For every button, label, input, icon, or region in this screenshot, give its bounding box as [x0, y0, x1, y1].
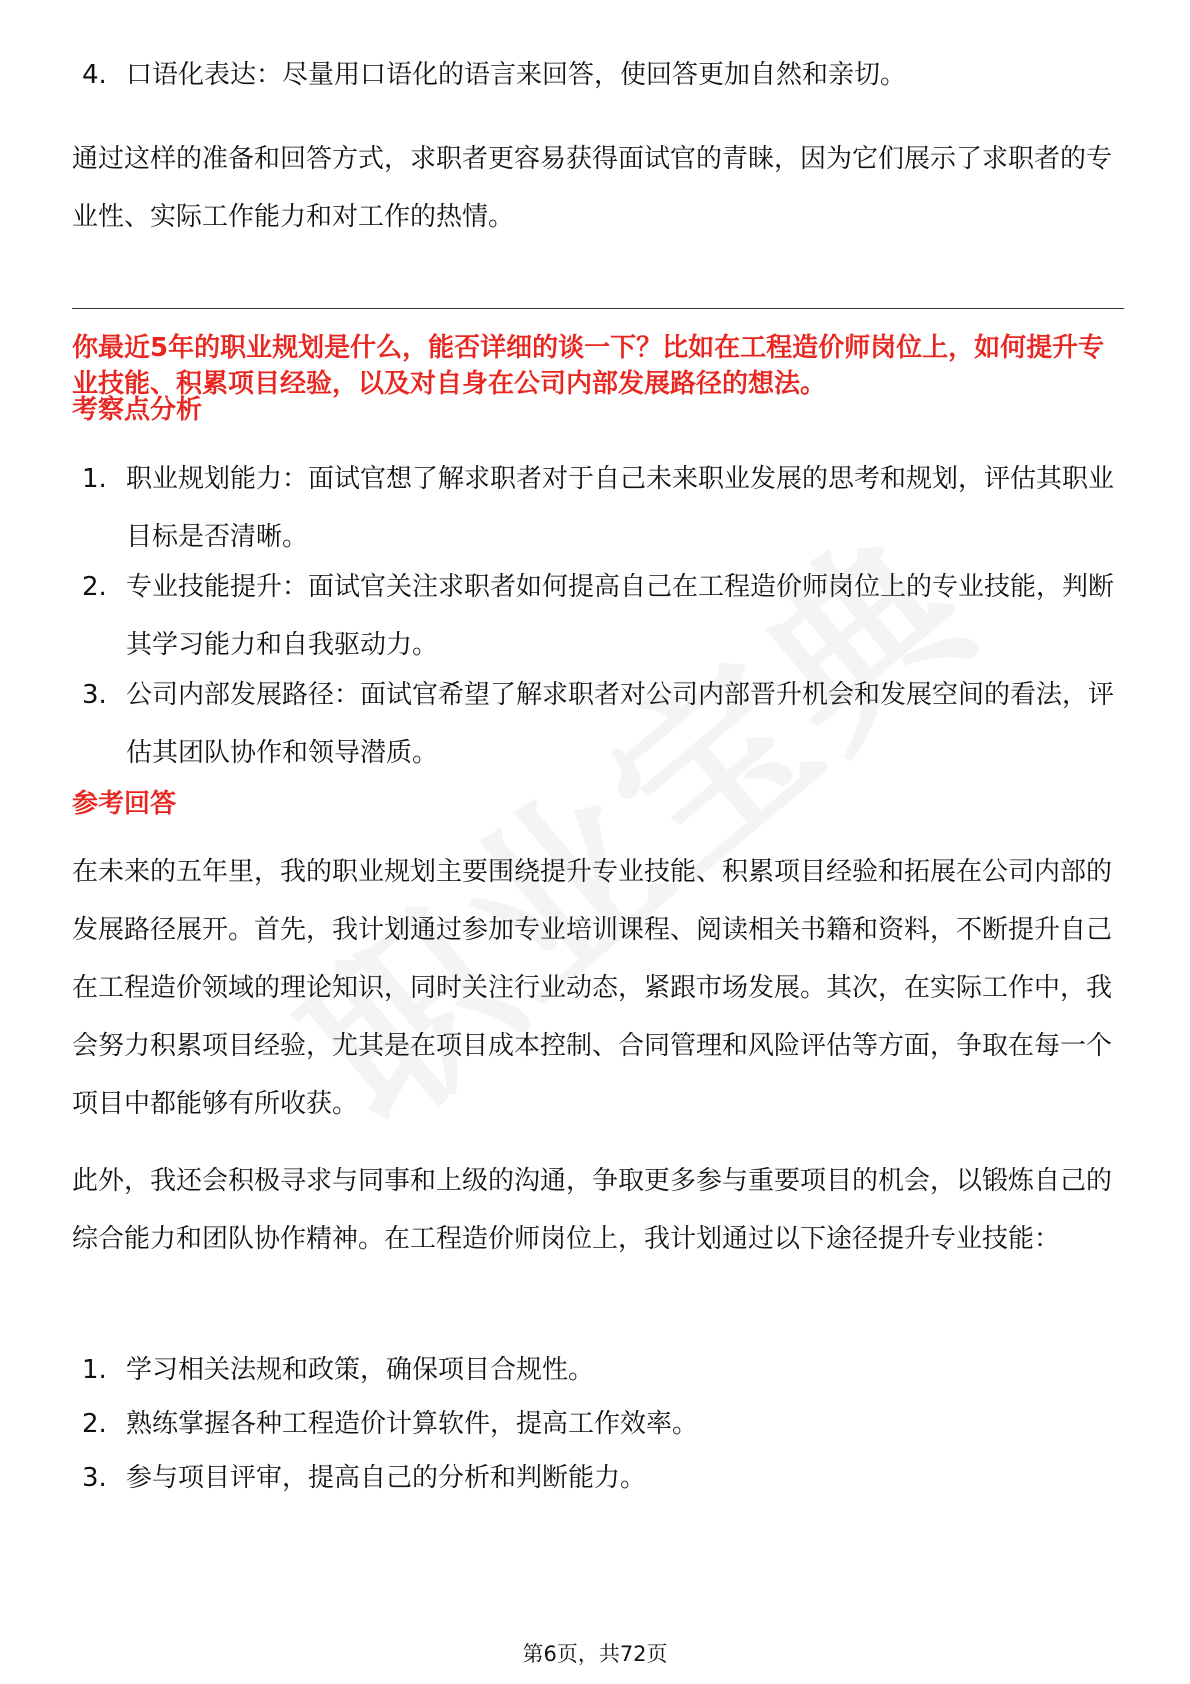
analysis-heading: 考察点分析: [72, 395, 203, 425]
answer-paragraph: 在未来的五年里，我的职业规划主要围绕提升专业技能、积累项目经验和拓展在公司内部的发展路径展开。首先，我计划通过参加专业培训课程、阅读相关书籍和资料，不断提升自己在工程造价领域的理论知识，同时关注行业动态，紧跟市场发展。其次，在实际工作中，我会努力积累项目经验，尤其是在项目成本控制、合同管理和风险评估等方面，争取在每一个项目中都能够有所收获。: [72, 857, 1113, 1119]
page-footer: 第6页，共72页: [522, 1642, 668, 1666]
list-number: 3.: [82, 1463, 107, 1493]
section-divider: [72, 308, 1124, 309]
answer-paragraph: 此外，我还会积极寻求与同事和上级的沟通，争取更多参与重要项目的机会，以锻炼自己的综合能力和团队协作精神。在工程造价师岗位上，我计划通过以下途径提升专业技能：: [72, 1166, 1113, 1254]
document-page: [72, 0, 1124, 1684]
list-number: 4.: [82, 60, 107, 90]
list-text: 熟练掌握各种工程造价计算软件，提高工作效率。: [126, 1409, 699, 1439]
interview-question: 你最近5年的职业规划是什么，能否详细的谈一下？比如在工程造价师岗位上，如何提升专业技能、积累项目经验，以及对自身在公司内部发展路径的想法。: [72, 333, 1105, 399]
list-text: 公司内部发展路径：面试官希望了解求职者对公司内部晋升机会和发展空间的看法，评估其团队协作和领导潜质。: [126, 680, 1115, 768]
list-number: 1.: [82, 1355, 107, 1385]
list-text: 专业技能提升：面试官关注求职者如何提高自己在工程造价师岗位上的专业技能，判断其学习能力和自我驱动力。: [126, 572, 1115, 660]
list-text: 学习相关法规和政策，确保项目合规性。: [126, 1355, 595, 1385]
list-number: 3.: [82, 680, 107, 710]
list-text: 口语化表达：尽量用口语化的语言来回答，使回答更加自然和亲切。: [126, 60, 907, 90]
list-text: 职业规划能力：面试官想了解求职者对于自己未来职业发展的思考和规划，评估其职业目标是否清晰。: [126, 464, 1115, 552]
list-number: 2.: [82, 1409, 107, 1439]
list-number: 2.: [82, 572, 107, 602]
list-number: 1.: [82, 464, 107, 494]
intro-paragraph: 通过这样的准备和回答方式，求职者更容易获得面试官的青睐，因为它们展示了求职者的专业性、实际工作能力和对工作的热情。: [72, 144, 1113, 232]
answer-heading: 参考回答: [72, 789, 177, 819]
list-text: 参与项目评审，提高自己的分析和判断能力。: [126, 1463, 647, 1493]
